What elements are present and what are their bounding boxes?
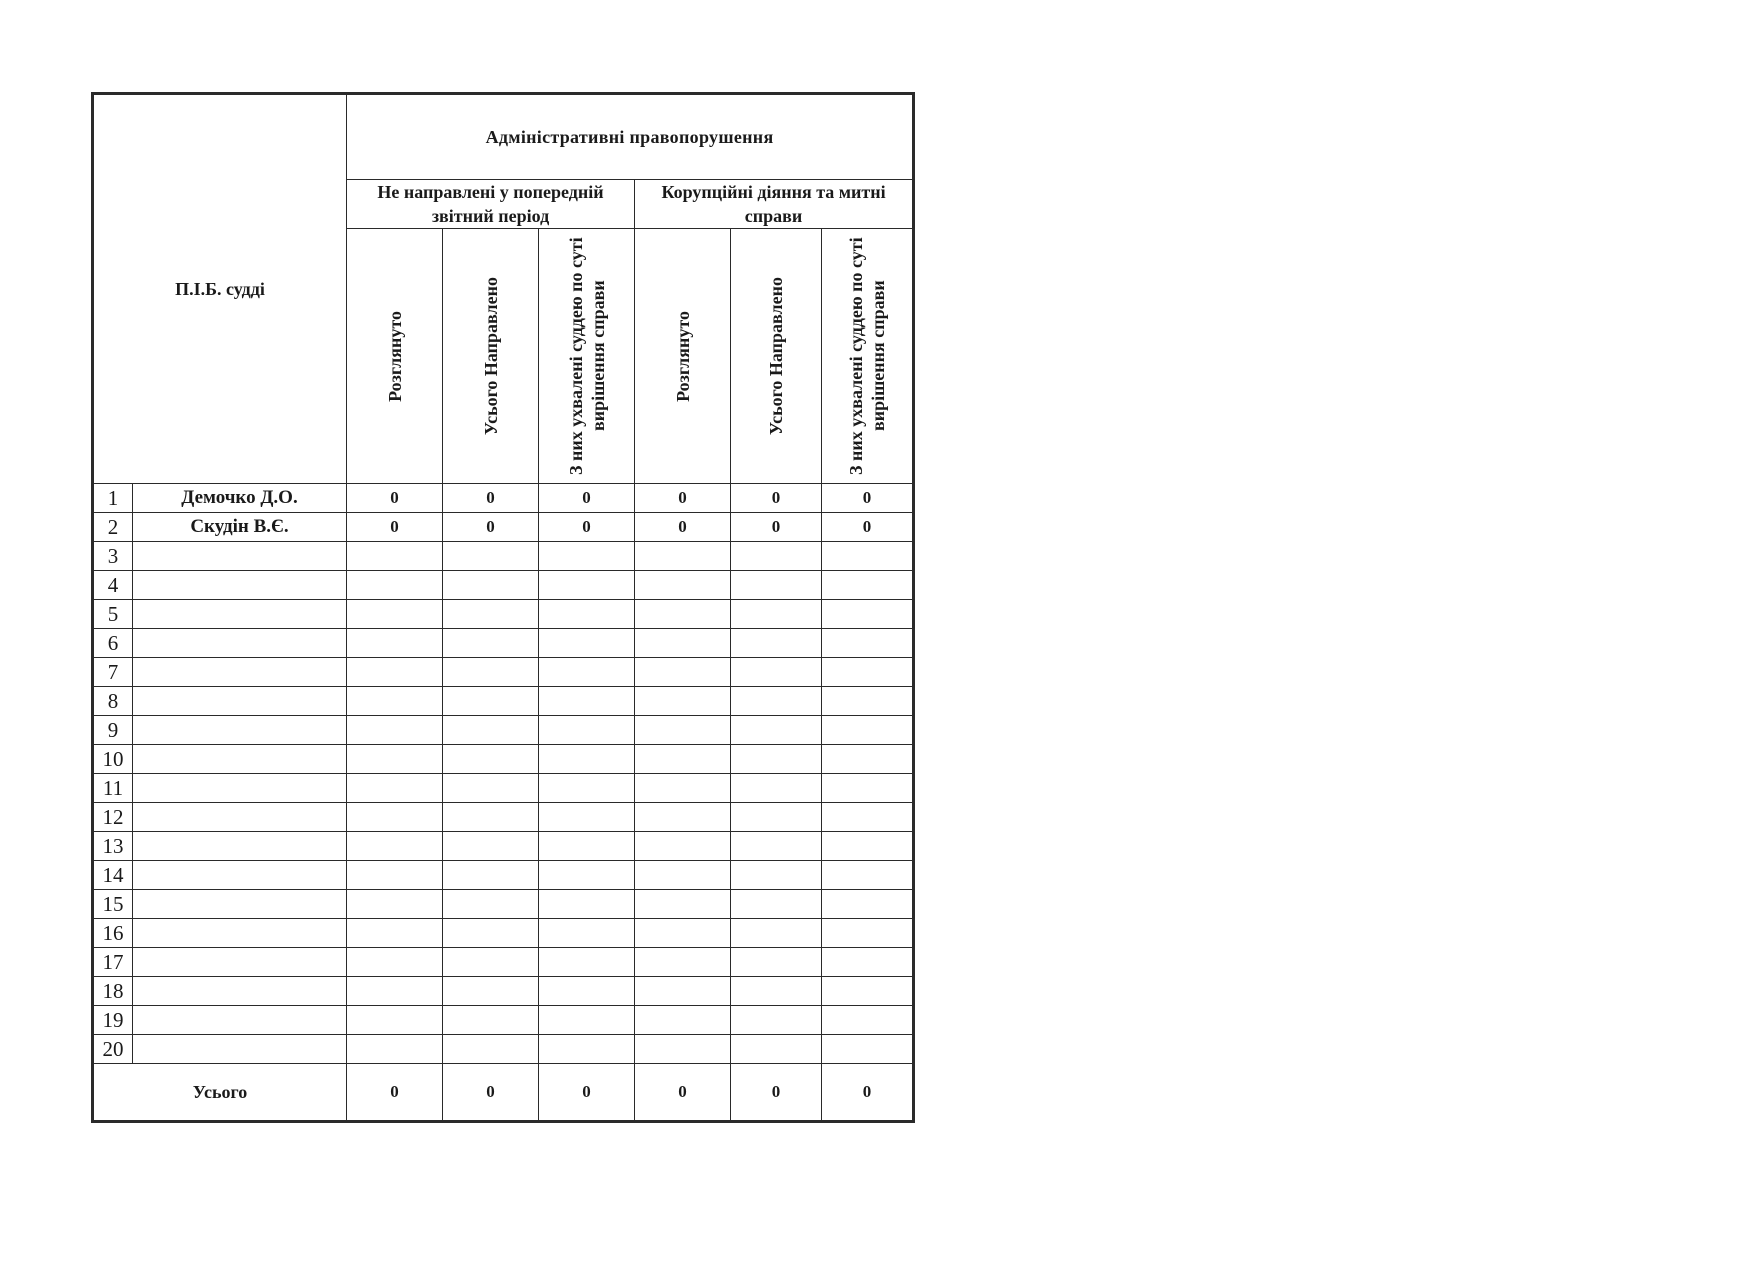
- value-cell: [822, 658, 914, 687]
- value-cell: 0: [539, 484, 635, 513]
- value-cell: [731, 977, 822, 1006]
- row-number: 7: [93, 658, 133, 687]
- value-cell: [539, 832, 635, 861]
- judge-name-cell: [133, 658, 347, 687]
- value-cell: [539, 948, 635, 977]
- table-row: [93, 571, 914, 600]
- value-cell: 0: [539, 513, 635, 542]
- value-cell: [347, 861, 443, 890]
- value-cell: [635, 716, 731, 745]
- column-header: [347, 229, 443, 484]
- table-row: [93, 774, 914, 803]
- judge-name-cell: Демочко Д.О.: [133, 484, 347, 513]
- value-cell: [539, 658, 635, 687]
- value-cell: [443, 890, 539, 919]
- value-cell: [822, 745, 914, 774]
- column-header: [731, 229, 822, 484]
- column-header-label: Розглянуто: [384, 310, 405, 402]
- table-row: [93, 890, 914, 919]
- value-cell: [443, 774, 539, 803]
- value-cell: [539, 977, 635, 1006]
- value-cell: [731, 571, 822, 600]
- table-row: [93, 600, 914, 629]
- value-cell: [731, 948, 822, 977]
- table-row: [93, 1035, 914, 1064]
- value-cell: [731, 716, 822, 745]
- total-cell: 0: [731, 1064, 822, 1122]
- value-cell: [822, 571, 914, 600]
- row-number: 5: [93, 600, 133, 629]
- value-cell: [635, 890, 731, 919]
- total-cell: 0: [822, 1064, 914, 1122]
- total-cell: 0: [443, 1064, 539, 1122]
- column-header: [443, 229, 539, 484]
- row-number: 10: [93, 745, 133, 774]
- total-cell: 0: [539, 1064, 635, 1122]
- value-cell: [347, 1035, 443, 1064]
- column-header: [635, 229, 731, 484]
- judge-name-cell: [133, 977, 347, 1006]
- value-cell: 0: [443, 484, 539, 513]
- value-cell: [635, 977, 731, 1006]
- value-cell: [539, 774, 635, 803]
- value-cell: [635, 861, 731, 890]
- judge-name-cell: [133, 542, 347, 571]
- value-cell: [443, 600, 539, 629]
- value-cell: [347, 803, 443, 832]
- value-cell: [347, 832, 443, 861]
- value-cell: [539, 1035, 635, 1064]
- value-cell: [347, 1006, 443, 1035]
- value-cell: [731, 600, 822, 629]
- value-cell: [822, 919, 914, 948]
- total-cell: 0: [347, 1064, 443, 1122]
- table-row: [93, 716, 914, 745]
- value-cell: [443, 803, 539, 832]
- value-cell: [539, 571, 635, 600]
- judge-name-cell: [133, 629, 347, 658]
- value-cell: [443, 1006, 539, 1035]
- value-cell: 0: [822, 513, 914, 542]
- judges-report-table: [91, 92, 915, 1123]
- value-cell: [731, 832, 822, 861]
- value-cell: [347, 774, 443, 803]
- value-cell: [635, 571, 731, 600]
- value-cell: [539, 716, 635, 745]
- table-row: [93, 977, 914, 1006]
- value-cell: [443, 977, 539, 1006]
- value-cell: [539, 919, 635, 948]
- value-cell: [731, 890, 822, 919]
- judge-name-cell: [133, 774, 347, 803]
- main-header: Адміністративні правопорушення: [347, 94, 914, 180]
- value-cell: [443, 658, 539, 687]
- row-number: 19: [93, 1006, 133, 1035]
- value-cell: [347, 542, 443, 571]
- table-row: [93, 658, 914, 687]
- judge-name-cell: [133, 890, 347, 919]
- value-cell: [731, 658, 822, 687]
- judge-name-cell: Скудін В.Є.: [133, 513, 347, 542]
- value-cell: [443, 832, 539, 861]
- value-cell: [822, 890, 914, 919]
- value-cell: [731, 542, 822, 571]
- value-cell: [347, 600, 443, 629]
- column-header: [822, 229, 914, 484]
- value-cell: [443, 948, 539, 977]
- value-cell: [635, 600, 731, 629]
- value-cell: [347, 687, 443, 716]
- value-cell: [443, 919, 539, 948]
- value-cell: [443, 716, 539, 745]
- judge-name-cell: [133, 716, 347, 745]
- row-number: 14: [93, 861, 133, 890]
- value-cell: [822, 861, 914, 890]
- value-cell: [347, 948, 443, 977]
- value-cell: 0: [347, 513, 443, 542]
- table-row: [93, 629, 914, 658]
- value-cell: [731, 919, 822, 948]
- judge-name-cell: [133, 948, 347, 977]
- column-header-label: З них ухвалені суддею по суті вирішення справи: [846, 237, 889, 475]
- judge-name-cell: [133, 832, 347, 861]
- value-cell: [822, 716, 914, 745]
- value-cell: [731, 803, 822, 832]
- judge-name-cell: [133, 861, 347, 890]
- value-cell: [635, 687, 731, 716]
- judge-name-cell: [133, 687, 347, 716]
- value-cell: [731, 687, 822, 716]
- column-header-label: Усього Направлено: [766, 276, 786, 436]
- group-header-not-sent: Не направлені у попередній звітний період: [347, 180, 635, 229]
- value-cell: [539, 629, 635, 658]
- row-number: 1: [93, 484, 133, 513]
- value-cell: [443, 1035, 539, 1064]
- value-cell: [635, 542, 731, 571]
- table-row: [93, 745, 914, 774]
- column-header-label: З них ухвалені суддею по суті вирішення справи: [565, 237, 608, 475]
- value-cell: [731, 1035, 822, 1064]
- value-cell: [822, 948, 914, 977]
- judge-name-cell: [133, 919, 347, 948]
- value-cell: [443, 542, 539, 571]
- total-cell: 0: [635, 1064, 731, 1122]
- row-number: 3: [93, 542, 133, 571]
- value-cell: 0: [731, 484, 822, 513]
- value-cell: [539, 542, 635, 571]
- value-cell: [822, 774, 914, 803]
- table-row: [93, 803, 914, 832]
- row-number: 16: [93, 919, 133, 948]
- value-cell: 0: [731, 513, 822, 542]
- row-number: 6: [93, 629, 133, 658]
- row-number: 11: [93, 774, 133, 803]
- row-number: 12: [93, 803, 133, 832]
- value-cell: [635, 1035, 731, 1064]
- value-cell: [635, 1006, 731, 1035]
- table-row: [93, 542, 914, 571]
- table-row: [93, 687, 914, 716]
- value-cell: [635, 745, 731, 774]
- table-row: [93, 948, 914, 977]
- group-header-corruption: Корупційні діяння та митні справи: [635, 180, 914, 229]
- value-cell: [731, 745, 822, 774]
- value-cell: [443, 687, 539, 716]
- value-cell: [731, 629, 822, 658]
- total-row: [93, 1064, 914, 1122]
- value-cell: [539, 1006, 635, 1035]
- value-cell: [539, 861, 635, 890]
- value-cell: [731, 1006, 822, 1035]
- table-row: [93, 832, 914, 861]
- column-header-label: Розглянуто: [672, 310, 693, 402]
- value-cell: [347, 890, 443, 919]
- value-cell: [635, 658, 731, 687]
- total-label: Усього: [93, 1064, 347, 1122]
- value-cell: 0: [822, 484, 914, 513]
- value-cell: [635, 832, 731, 861]
- judge-name-cell: [133, 803, 347, 832]
- column-header-label: Усього Направлено: [480, 276, 501, 436]
- row-number: 15: [93, 890, 133, 919]
- row-number: 20: [93, 1035, 133, 1064]
- judge-name-cell: [133, 1035, 347, 1064]
- table-body: [93, 484, 914, 1064]
- value-cell: 0: [635, 513, 731, 542]
- judge-name-cell: [133, 600, 347, 629]
- value-cell: [443, 571, 539, 600]
- value-cell: [635, 803, 731, 832]
- value-cell: [347, 571, 443, 600]
- value-cell: [347, 629, 443, 658]
- judge-name-header: П.І.Б. судді: [93, 94, 347, 484]
- row-number: 2: [93, 513, 133, 542]
- value-cell: [635, 629, 731, 658]
- table-row: [93, 861, 914, 890]
- value-cell: [635, 774, 731, 803]
- row-number: 4: [93, 571, 133, 600]
- value-cell: [347, 919, 443, 948]
- judge-name-cell: [133, 571, 347, 600]
- value-cell: [539, 803, 635, 832]
- value-cell: [539, 890, 635, 919]
- value-cell: [822, 1006, 914, 1035]
- value-cell: [347, 658, 443, 687]
- table-row: [93, 513, 914, 542]
- value-cell: [822, 542, 914, 571]
- row-number: 8: [93, 687, 133, 716]
- judge-name-cell: [133, 745, 347, 774]
- value-cell: 0: [443, 513, 539, 542]
- value-cell: [443, 629, 539, 658]
- value-cell: [822, 803, 914, 832]
- table-row: [93, 1006, 914, 1035]
- value-cell: [822, 977, 914, 1006]
- value-cell: [347, 977, 443, 1006]
- value-cell: [731, 861, 822, 890]
- value-cell: [539, 745, 635, 774]
- column-header: [539, 229, 635, 484]
- value-cell: 0: [635, 484, 731, 513]
- value-cell: 0: [347, 484, 443, 513]
- value-cell: [443, 861, 539, 890]
- judge-name-cell: [133, 1006, 347, 1035]
- value-cell: [822, 832, 914, 861]
- value-cell: [347, 716, 443, 745]
- value-cell: [443, 745, 539, 774]
- row-number: 18: [93, 977, 133, 1006]
- value-cell: [635, 919, 731, 948]
- row-number: 17: [93, 948, 133, 977]
- value-cell: [539, 687, 635, 716]
- value-cell: [822, 600, 914, 629]
- value-cell: [822, 629, 914, 658]
- value-cell: [822, 687, 914, 716]
- table-row: [93, 484, 914, 513]
- value-cell: [539, 600, 635, 629]
- row-number: 13: [93, 832, 133, 861]
- value-cell: [731, 774, 822, 803]
- value-cell: [822, 1035, 914, 1064]
- table-row: [93, 919, 914, 948]
- row-number: 9: [93, 716, 133, 745]
- value-cell: [347, 745, 443, 774]
- value-cell: [635, 948, 731, 977]
